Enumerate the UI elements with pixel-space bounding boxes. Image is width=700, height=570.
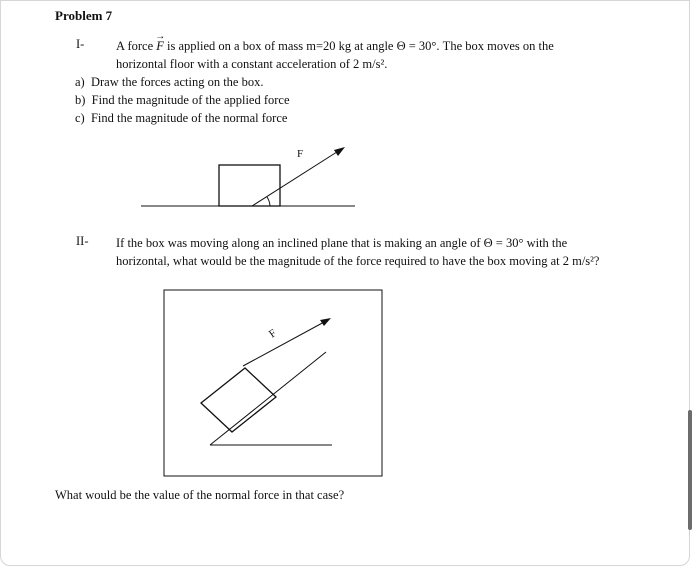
diagram-frame (164, 290, 382, 476)
subquestion-text: Find the magnitude of the applied force (91, 93, 290, 107)
vector-arrow-icon: → (155, 31, 166, 42)
subquestion-text: Find the magnitude of the normal force (90, 111, 288, 125)
force-label: F (297, 148, 304, 160)
part2-number: II- (76, 234, 89, 248)
part1-text-after: is applied on a box of mass m=20 kg at angle Θ = 30°. The box moves on the (163, 39, 554, 53)
subquestion-text: Draw the forces acting on the box. (90, 75, 264, 89)
part1-number: I- (76, 37, 85, 51)
problem-title: Problem 7 (55, 8, 113, 23)
part2-text-line2: horizontal, what would be the magnitude of the force required to have the box moving at 2 m/s²? (116, 254, 600, 268)
part1-text-line2: horizontal floor with a constant acceleration of 2 m/s². (116, 57, 388, 71)
subquestion-label: b) (75, 93, 86, 107)
subquestion-label: a) (75, 75, 85, 89)
force-line (243, 321, 326, 366)
incline-line (210, 352, 326, 445)
part1-text-before: A force (116, 39, 157, 53)
subquestion-label: c) (75, 111, 85, 125)
force-label: F (266, 327, 279, 341)
normal-force-question: What would be the value of the normal force in that case? (55, 488, 345, 502)
force-vector-symbol: → F (156, 37, 164, 55)
part2-text-line1: If the box was moving along an inclined plane that is making an angle of Θ = 30° with the (116, 236, 568, 250)
force-arrowhead-icon (320, 318, 331, 326)
